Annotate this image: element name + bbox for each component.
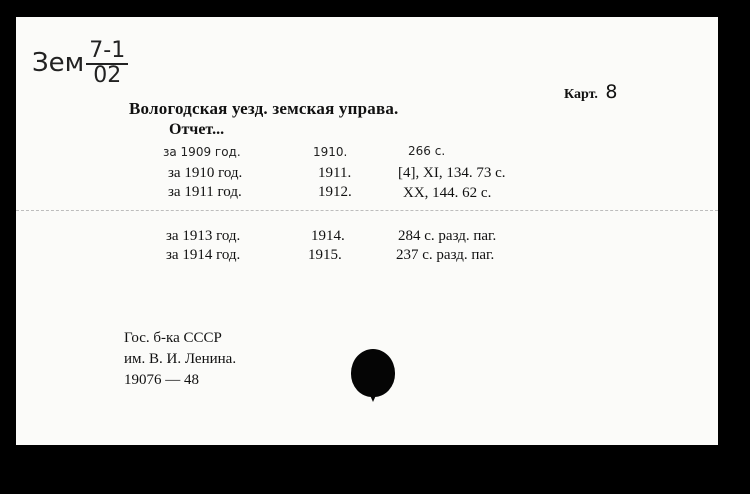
document-title: Отчет...: [169, 121, 225, 138]
card-label: Карт.: [564, 87, 598, 102]
entry-period: за 1913 год.: [166, 228, 241, 244]
entry-period: за 1914 год.: [166, 247, 241, 263]
call-number-prefix: Зем: [32, 48, 85, 78]
card-rod-hole: [351, 349, 395, 397]
card-number: [564, 81, 618, 103]
library-dedication: им. В. И. Ленина.: [124, 351, 237, 367]
entry-year: 1914.: [311, 228, 345, 244]
entry-pages: 266 с.: [408, 144, 446, 158]
entry-pages: 284 с. разд. паг.: [398, 228, 497, 244]
entry-year: 1912.: [318, 184, 352, 200]
call-number-numerator: 7-1: [86, 39, 128, 65]
card-number-value: 8: [605, 81, 618, 103]
entry-pages: 237 с. разд. паг.: [396, 247, 495, 263]
entry-pages: [4], XI, 134. 73 с.: [398, 165, 506, 181]
catalog-card: [16, 17, 718, 445]
call-number: [32, 39, 128, 87]
print-code: 19076 — 48: [124, 372, 199, 388]
entry-period: за 1910 год.: [168, 165, 243, 181]
organization-heading: Вологодская уезд. земская управа.: [129, 99, 399, 118]
entry-year: 1911.: [318, 165, 352, 181]
library-name: Гос. б-ка СССР: [124, 330, 222, 346]
entry-year: 1915.: [308, 247, 342, 263]
entry-period: за 1911 год.: [168, 184, 242, 200]
entry-year: 1910.: [313, 145, 348, 159]
entry-period: за 1909 год.: [163, 145, 241, 159]
call-number-fraction: [86, 39, 128, 87]
divider-line: [16, 210, 718, 211]
call-number-denominator: 02: [93, 63, 122, 88]
entry-pages: XX, 144. 62 с.: [403, 185, 492, 201]
